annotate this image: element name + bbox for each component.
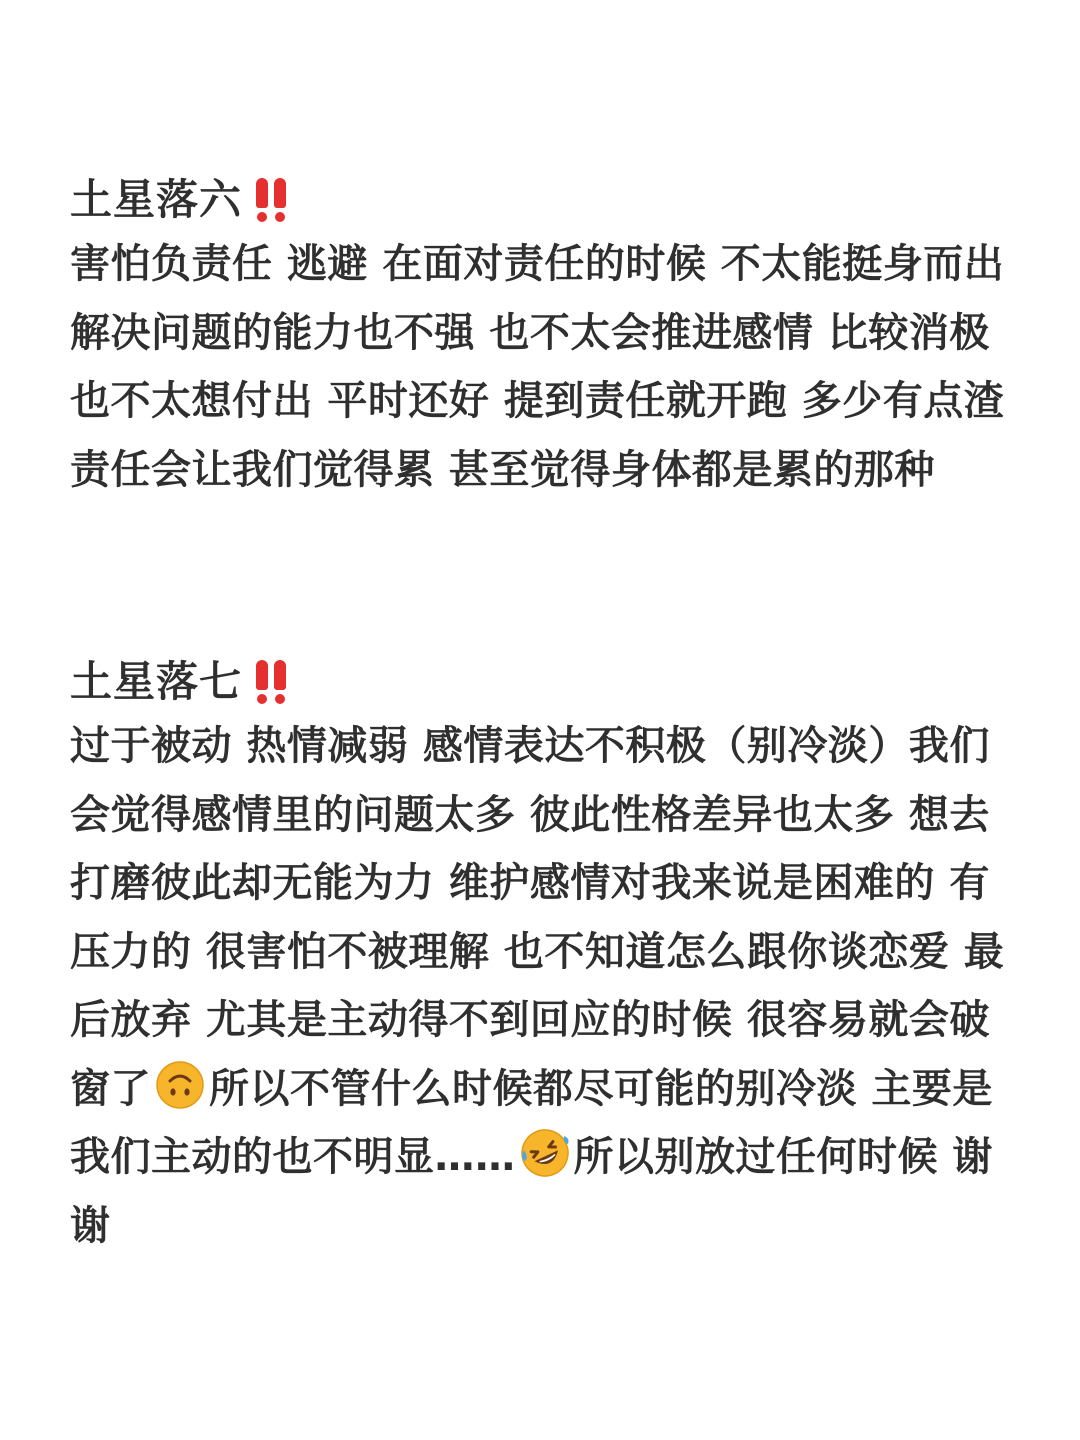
section-title-text: 土星落七	[70, 657, 243, 706]
section-title	[70, 652, 1010, 712]
section-body-part-2: 所以不管什么时候都尽可能的别冷淡 主要是我们主动的也不明显……	[70, 1065, 993, 1180]
section-title-text: 土星落六	[70, 175, 243, 224]
section-body: 害怕负责任 逃避 在面对责任的时候 不太能挺身而出 解决问题的能力也不强 也不太会推进感情 比较消极 也不太想付出 平时还好 提到责任就开跑 多少有点渣 责任会让我们觉得累 甚至觉得身体都是累的那种	[70, 241, 1005, 493]
section-title	[70, 170, 1010, 230]
double-exclamation-icon	[256, 660, 286, 704]
upside-down-face-icon	[155, 1060, 205, 1110]
section-body-part-3: 所以别放过任何时候 谢谢	[70, 1134, 993, 1249]
section-saturn-7th-house	[70, 652, 1010, 1260]
section-body	[70, 712, 1010, 1260]
section-saturn-6th-house	[70, 170, 1010, 504]
section-body-part-1: 过于被动 热情减弱 感情表达不积极（别冷淡）我们会觉得感情里的问题太多 彼此性格差异也太多 想去打磨彼此却无能为力 维护感情对我来说是困难的 有压力的 很害怕不被理解 也不知道怎么跟你谈恋爱 最后放弃 尤其是主动得不到回应的时候 很容易就会破窗了	[70, 723, 1005, 1112]
double-exclamation-icon	[256, 178, 286, 222]
rolling-on-floor-laughing-icon	[520, 1128, 570, 1178]
